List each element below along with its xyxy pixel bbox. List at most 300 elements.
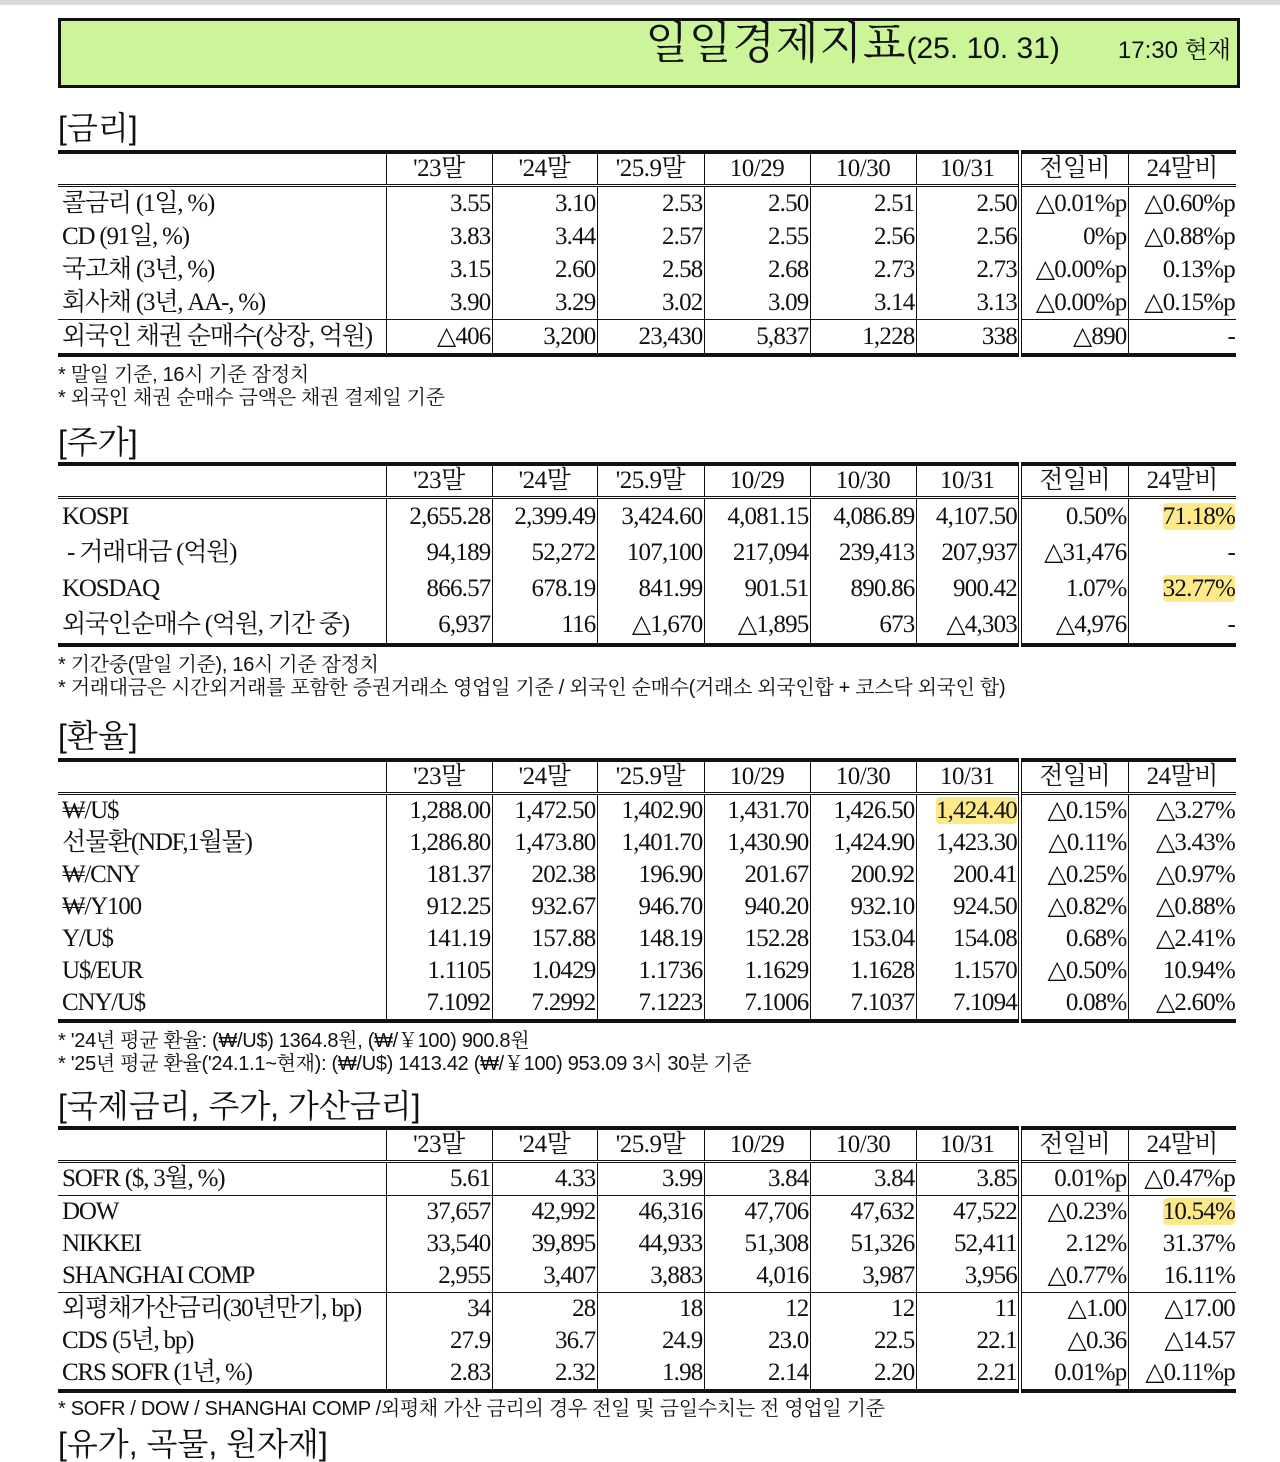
column-header-label: [58, 760, 386, 794]
table-row: [58, 794, 1236, 828]
cell-value: 2.32: [554, 1359, 596, 1386]
cell-vs-24-end: [1128, 253, 1236, 286]
cell-value: 3,987: [862, 1262, 915, 1289]
cell-value: 3.15: [449, 255, 491, 283]
cell-10-31: [916, 186, 1020, 221]
cell-value: 200.92: [850, 861, 915, 888]
table-row: [58, 1196, 1236, 1229]
title: [645, 19, 1231, 79]
cell-10-30: [810, 987, 916, 1021]
cell-day-change: [1020, 571, 1128, 607]
cell-10-29: [704, 286, 810, 320]
cell-25-sep-end: [597, 253, 704, 286]
cell-value: 1,228: [862, 322, 915, 350]
cell-10-29: [704, 827, 810, 859]
cell-value: 22.5: [873, 1327, 915, 1354]
cell-10-30: [810, 320, 916, 356]
cell-value: NIKKEI: [62, 1230, 141, 1257]
cell-25-sep-end: [597, 923, 704, 955]
cell-10-31: [916, 1228, 1020, 1260]
cell-value: 7.1092: [426, 989, 491, 1016]
cell-value: 2.68: [767, 255, 809, 283]
cell-value: 2.53: [661, 189, 703, 217]
cell-value: 2.83: [449, 1359, 491, 1386]
column-header-10-31: 10/31: [916, 760, 1020, 794]
cell-23-end: [386, 923, 492, 955]
footnote: * '25년 평균 환율('24.1.1~현재): (₩/U$) 1413.42 (₩/￥100) 953.09 3시 30분 기준: [58, 1053, 752, 1075]
cell-value: KOSPI: [62, 503, 129, 530]
cell-value: △1,895: [737, 611, 809, 638]
cell-value: 116: [561, 611, 596, 638]
cell-value: 1.1736: [638, 957, 703, 984]
cell-10-31: [916, 535, 1020, 571]
cell-value: 1,423.30: [935, 829, 1017, 856]
cell-value: 3.99: [661, 1165, 703, 1192]
cell-25-sep-end: [597, 1162, 704, 1196]
cell-value: △0.25%: [1047, 861, 1127, 888]
cell-23-end: [386, 955, 492, 987]
table-row: [58, 1293, 1236, 1326]
column-header-25-sep-end: '25.9말: [597, 464, 704, 498]
cell-value: 201.67: [744, 861, 809, 888]
highlighted-cell-value: 10.54%: [1162, 1198, 1235, 1225]
cell-23-end: [386, 253, 492, 286]
cell-10-31: [916, 498, 1020, 536]
cell-25-sep-end: [597, 320, 704, 356]
cell-10-30: [810, 186, 916, 221]
cell-value: DOW: [62, 1198, 119, 1225]
window-top-edge: [0, 0, 1280, 5]
cell-10-30: [810, 827, 916, 859]
cell-day-change: [1020, 827, 1128, 859]
cell-10-29: [704, 571, 810, 607]
cell-value: △3.43%: [1155, 829, 1235, 856]
footnote: * 기간중(말일 기준), 16시 기준 잠정치: [58, 654, 379, 676]
table-row: [58, 1228, 1236, 1260]
row-label: [58, 1196, 386, 1229]
cell-value: 2.57: [661, 222, 703, 250]
row-label: [58, 1228, 386, 1260]
table-row: [58, 923, 1236, 955]
cell-value: 3,200: [543, 322, 596, 350]
row-label: [58, 859, 386, 891]
cell-value: △0.47%p: [1144, 1165, 1235, 1192]
cell-value: 52,272: [531, 539, 596, 566]
cell-value: △0.36: [1067, 1327, 1127, 1354]
column-header-24-end: '24말: [492, 760, 597, 794]
cell-value: 39,895: [531, 1230, 596, 1257]
cell-value: 4,086.89: [833, 503, 915, 530]
cell-value: 4,016: [756, 1262, 809, 1289]
cell-value: SHANGHAI COMP: [62, 1262, 255, 1289]
cell-value: △0.01%p: [1035, 189, 1127, 217]
cell-value: △4,303: [946, 611, 1017, 638]
table-row: [58, 1357, 1236, 1391]
cell-10-31: [916, 955, 1020, 987]
table-row: [58, 253, 1236, 286]
cell-10-29: [704, 1228, 810, 1260]
column-header-23-end: '23말: [386, 760, 492, 794]
cell-value: △0.88%p: [1144, 222, 1235, 250]
cell-10-29: [704, 535, 810, 571]
cell-value: 3.85: [976, 1165, 1017, 1192]
cell-value: 외국인순매수 (억원, 기간 중): [62, 611, 349, 638]
cell-day-change: [1020, 535, 1128, 571]
cell-value: 23.0: [767, 1327, 809, 1354]
cell-value: △0.60%p: [1144, 189, 1235, 217]
row-label: [58, 794, 386, 828]
cell-value: CRS SOFR (1년, %): [62, 1359, 252, 1386]
column-header-vs-24-end: 24말비: [1128, 760, 1236, 794]
cell-vs-24-end: [1128, 1162, 1236, 1196]
cell-vs-24-end: [1128, 286, 1236, 320]
cell-value: △0.15%p: [1144, 288, 1235, 316]
highlighted-cell-value: 1,424.40: [935, 797, 1017, 824]
cell-10-30: [810, 607, 916, 645]
cell-25-sep-end: [597, 1260, 704, 1293]
column-header-10-29: 10/29: [704, 152, 810, 186]
cell-23-end: [386, 987, 492, 1021]
cell-value: 2.21: [976, 1359, 1017, 1386]
cell-value: 2.51: [873, 189, 915, 217]
section-heading: [금리]: [58, 110, 138, 146]
cell-value: 3.13: [976, 288, 1017, 316]
cell-23-end: [386, 535, 492, 571]
cell-25-sep-end: [597, 571, 704, 607]
cell-25-sep-end: [597, 1357, 704, 1391]
cell-value: 2.50: [767, 189, 809, 217]
cell-23-end: [386, 498, 492, 536]
cell-value: 2.58: [661, 255, 703, 283]
cell-24-end: [492, 1325, 597, 1357]
column-header-23-end: '23말: [386, 1128, 492, 1162]
cell-value: 국고채 (3년, %): [62, 255, 215, 283]
cell-value: △0.00%p: [1035, 255, 1127, 283]
cell-24-end: [492, 1260, 597, 1293]
cell-10-29: [704, 1325, 810, 1357]
cell-10-29: [704, 607, 810, 645]
cell-value: CNY/U$: [62, 989, 146, 1016]
cell-24-end: [492, 286, 597, 320]
cell-value: 1.1105: [427, 957, 491, 984]
footnote: * 거래대금은 시간외거래를 포함한 증권거래소 영업일 기준 / 외국인 순매수(거래소 외국인합 + 코스닥 외국인 합): [58, 677, 1006, 699]
footnote: * 외국인 채권 순매수 금액은 채권 결제일 기준: [58, 387, 445, 409]
row-label: [58, 220, 386, 253]
column-header-label: [58, 464, 386, 498]
cell-day-change: [1020, 186, 1128, 221]
cell-value: 940.20: [744, 893, 809, 920]
highlighted-cell-value: 32.77%: [1162, 575, 1235, 602]
cell-value: △0.97%: [1155, 861, 1235, 888]
column-header-10-31: 10/31: [916, 1128, 1020, 1162]
cell-value: 42,992: [531, 1198, 596, 1225]
cell-day-change: [1020, 286, 1128, 320]
cell-value: SOFR ($, 3월, %): [62, 1165, 225, 1192]
cell-value: 4,081.15: [727, 503, 809, 530]
cell-value: 0.01%p: [1054, 1165, 1127, 1192]
cell-24-end: [492, 220, 597, 253]
cell-value: 51,308: [744, 1230, 809, 1257]
cell-vs-24-end: [1128, 1228, 1236, 1260]
cell-value: 3.44: [554, 222, 596, 250]
cell-10-30: [810, 286, 916, 320]
cell-day-change: [1020, 1293, 1128, 1326]
cell-value: 1,286.80: [409, 829, 491, 856]
cell-day-change: [1020, 1260, 1128, 1293]
cell-value: 157.88: [531, 925, 596, 952]
cell-value: 2.14: [767, 1359, 809, 1386]
cell-value: 1,431.70: [727, 797, 809, 824]
cell-value: 22.1: [976, 1327, 1017, 1354]
cell-23-end: [386, 1357, 492, 1391]
cell-value: △14.57: [1164, 1327, 1235, 1354]
cell-value: 31.37%: [1162, 1230, 1235, 1257]
table-row: [58, 891, 1236, 923]
row-label: [58, 923, 386, 955]
cell-value: 202.38: [531, 861, 596, 888]
cell-10-30: [810, 859, 916, 891]
cell-value: 932.67: [531, 893, 596, 920]
cell-value: 2,399.49: [514, 503, 596, 530]
cell-value: 912.25: [426, 893, 491, 920]
cell-vs-24-end: [1128, 1196, 1236, 1229]
cell-vs-24-end: [1128, 498, 1236, 536]
cell-value: △890: [1072, 322, 1127, 350]
cell-value: 0.01%p: [1054, 1359, 1127, 1386]
cell-10-30: [810, 1260, 916, 1293]
table-row: [58, 498, 1236, 536]
cell-value: -: [1227, 539, 1235, 566]
cell-10-29: [704, 320, 810, 356]
indicator-table: [58, 462, 1236, 647]
cell-23-end: [386, 891, 492, 923]
cell-25-sep-end: [597, 535, 704, 571]
cell-value: -: [1227, 322, 1235, 350]
title-date: (25. 10. 31): [906, 32, 1060, 65]
cell-value: 3,883: [650, 1262, 703, 1289]
cell-10-31: [916, 923, 1020, 955]
cell-value: 36.7: [554, 1327, 596, 1354]
cell-10-30: [810, 1325, 916, 1357]
cell-10-29: [704, 923, 810, 955]
cell-25-sep-end: [597, 1196, 704, 1229]
cell-25-sep-end: [597, 1228, 704, 1260]
cell-10-30: [810, 1196, 916, 1229]
cell-value: △2.60%: [1155, 989, 1235, 1016]
table-row: [58, 571, 1236, 607]
cell-10-30: [810, 535, 916, 571]
cell-value: △3.27%: [1155, 797, 1235, 824]
cell-value: 1,402.90: [621, 797, 703, 824]
cell-value: Y/U$: [62, 925, 113, 952]
cell-value: 7.1037: [850, 989, 915, 1016]
cell-value: 1.1570: [953, 957, 1017, 984]
cell-23-end: [386, 571, 492, 607]
cell-value: 1,473.80: [514, 829, 596, 856]
column-header-label: [58, 152, 386, 186]
header-row: [58, 760, 1236, 794]
cell-value: 1.98: [661, 1359, 703, 1386]
cell-24-end: [492, 1162, 597, 1196]
cell-value: 2,955: [438, 1262, 491, 1289]
cell-24-end: [492, 794, 597, 828]
cell-10-30: [810, 955, 916, 987]
cell-value: 2.50: [976, 189, 1017, 217]
cell-value: 7.1223: [638, 989, 703, 1016]
cell-10-31: [916, 286, 1020, 320]
cell-day-change: [1020, 253, 1128, 286]
cell-value: 901.51: [744, 575, 809, 602]
cell-value: 외국인 채권 순매수(상장, 억원): [62, 322, 372, 350]
cell-value: 3,956: [964, 1262, 1017, 1289]
cell-value: 1.1628: [850, 957, 915, 984]
cell-value: U$/EUR: [62, 957, 143, 984]
cell-value: 153.04: [850, 925, 915, 952]
cell-value: 5,837: [756, 322, 809, 350]
cell-25-sep-end: [597, 987, 704, 1021]
cell-value: △0.50%: [1047, 957, 1127, 984]
column-header-day-change: 전일비: [1020, 1128, 1128, 1162]
cell-value: 1.0429: [531, 957, 596, 984]
cell-10-31: [916, 859, 1020, 891]
cell-value: 24.9: [661, 1327, 703, 1354]
cell-24-end: [492, 320, 597, 356]
cell-25-sep-end: [597, 955, 704, 987]
title-main: 일일경제지표: [645, 19, 907, 68]
cell-23-end: [386, 186, 492, 221]
column-header-24-end: '24말: [492, 152, 597, 186]
cell-25-sep-end: [597, 186, 704, 221]
cell-vs-24-end: [1128, 1260, 1236, 1293]
cell-value: 866.57: [426, 575, 491, 602]
cell-value: 678.19: [531, 575, 596, 602]
cell-value: 1,424.90: [833, 829, 915, 856]
row-label: [58, 1260, 386, 1293]
column-header-23-end: '23말: [386, 152, 492, 186]
table-row: [58, 1260, 1236, 1293]
indicator-table: [58, 150, 1236, 357]
column-header-10-29: 10/29: [704, 464, 810, 498]
cell-10-29: [704, 794, 810, 828]
cell-10-30: [810, 220, 916, 253]
cell-10-31: [916, 607, 1020, 645]
column-header-10-31: 10/31: [916, 152, 1020, 186]
column-header-10-30: 10/30: [810, 152, 916, 186]
cell-vs-24-end: [1128, 923, 1236, 955]
cell-value: 3.84: [873, 1165, 915, 1192]
cell-value: △0.11%: [1048, 829, 1127, 856]
cell-vs-24-end: [1128, 535, 1236, 571]
cell-value: 1.07%: [1065, 575, 1127, 602]
section-heading: [국제금리, 주가, 가산금리]: [58, 1088, 421, 1124]
cell-value: 239,413: [838, 539, 915, 566]
cell-value: 0.08%: [1065, 989, 1127, 1016]
cell-value: 16.11%: [1163, 1262, 1235, 1289]
row-label: [58, 1325, 386, 1357]
cell-value: 0%p: [1083, 222, 1127, 250]
cell-10-29: [704, 220, 810, 253]
cell-vs-24-end: [1128, 827, 1236, 859]
row-label: [58, 535, 386, 571]
cell-value: 3.09: [767, 288, 809, 316]
cell-value: 890.86: [850, 575, 915, 602]
cell-day-change: [1020, 1196, 1128, 1229]
cell-value: △1,670: [631, 611, 703, 638]
cell-value: - 거래대금 (억원): [62, 539, 237, 566]
cell-10-29: [704, 253, 810, 286]
table-row: [58, 286, 1236, 320]
cell-day-change: [1020, 607, 1128, 645]
header-row: [58, 152, 1236, 186]
cell-value: △0.11%p: [1145, 1359, 1235, 1386]
cell-23-end: [386, 286, 492, 320]
cell-day-change: [1020, 859, 1128, 891]
column-header-25-sep-end: '25.9말: [597, 152, 704, 186]
cell-vs-24-end: [1128, 607, 1236, 645]
cell-10-31: [916, 1325, 1020, 1357]
cell-value: 3.10: [554, 189, 596, 217]
cell-value: △0.88%: [1155, 893, 1235, 920]
cell-10-31: [916, 1293, 1020, 1326]
cell-value: 18: [679, 1295, 703, 1322]
table-row: [58, 186, 1236, 221]
cell-value: 1,426.50: [833, 797, 915, 824]
column-header-vs-24-end: 24말비: [1128, 1128, 1236, 1162]
cell-10-31: [916, 1260, 1020, 1293]
cell-value: 3.84: [767, 1165, 809, 1192]
cell-value: 11: [994, 1295, 1017, 1322]
column-header-10-29: 10/29: [704, 1128, 810, 1162]
cell-10-31: [916, 827, 1020, 859]
cell-value: 2.56: [873, 222, 915, 250]
cell-10-30: [810, 794, 916, 828]
cell-10-30: [810, 891, 916, 923]
column-header-10-30: 10/30: [810, 464, 916, 498]
cell-23-end: [386, 859, 492, 891]
cell-day-change: [1020, 1228, 1128, 1260]
cell-23-end: [386, 827, 492, 859]
cell-23-end: [386, 1228, 492, 1260]
indicator-table: [58, 1126, 1236, 1393]
cell-10-29: [704, 1162, 810, 1196]
cell-vs-24-end: [1128, 220, 1236, 253]
cell-vs-24-end: [1128, 987, 1236, 1021]
cell-day-change: [1020, 1357, 1128, 1391]
row-label: [58, 571, 386, 607]
cell-23-end: [386, 794, 492, 828]
cell-value: 회사채 (3년, AA-, %): [62, 288, 266, 316]
cell-value: 154.08: [953, 925, 1017, 952]
cell-value: 10.94%: [1162, 957, 1235, 984]
cell-25-sep-end: [597, 607, 704, 645]
cell-value: 338: [981, 322, 1017, 350]
cell-25-sep-end: [597, 220, 704, 253]
cell-day-change: [1020, 498, 1128, 536]
cell-value: △0.15%: [1047, 797, 1127, 824]
cell-value: 2.55: [767, 222, 809, 250]
cell-day-change: [1020, 891, 1128, 923]
cell-value: 207,937: [941, 539, 1017, 566]
cell-value: 900.42: [953, 575, 1017, 602]
cell-25-sep-end: [597, 1325, 704, 1357]
cell-value: 2.73: [873, 255, 915, 283]
cell-25-sep-end: [597, 891, 704, 923]
cell-value: 0.50%: [1065, 503, 1127, 530]
cell-10-29: [704, 987, 810, 1021]
cell-value: 0.13%p: [1162, 255, 1235, 283]
cell-value: KOSDAQ: [62, 575, 159, 602]
cell-24-end: [492, 987, 597, 1021]
